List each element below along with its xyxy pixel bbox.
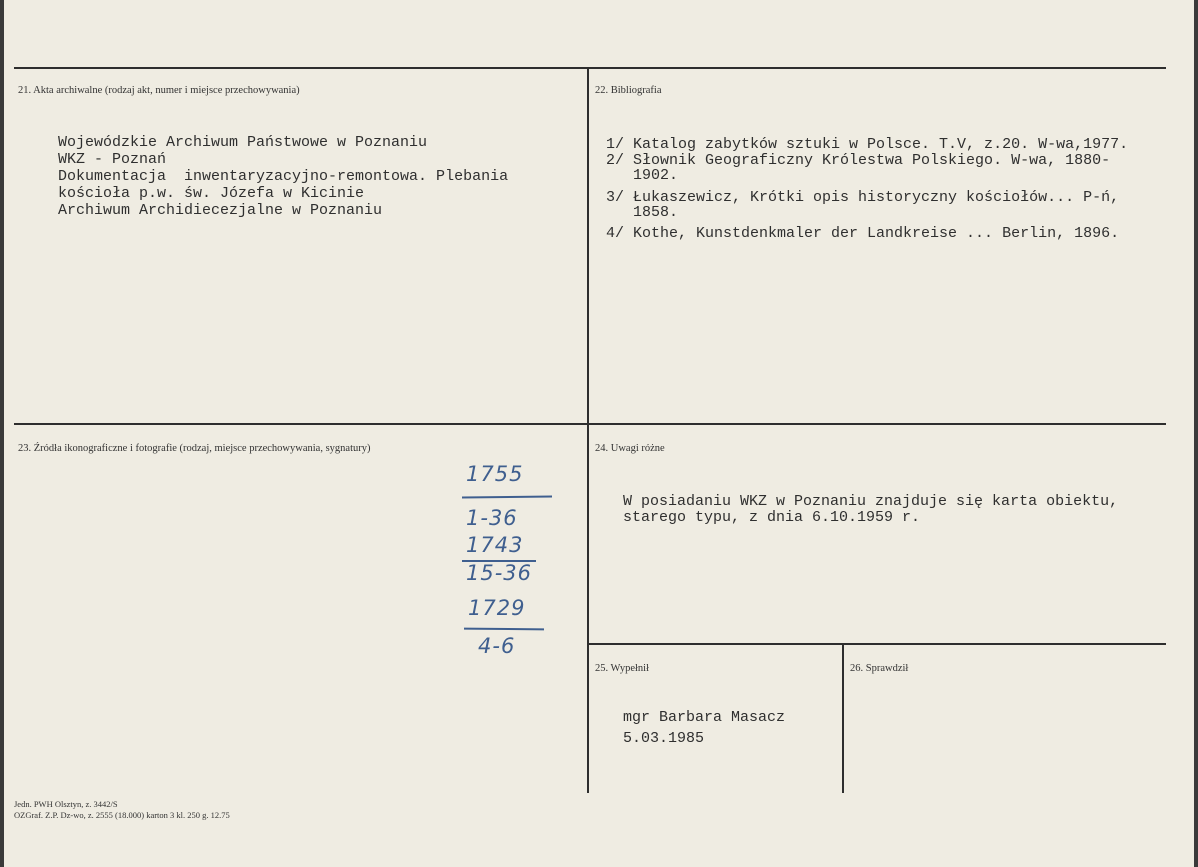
signature-1-rule xyxy=(462,496,552,499)
bibliography-line-6: 4/ Kothe, Kunstdenkmaler der Landkreise ... Berlin, 1896. xyxy=(606,225,1120,242)
filled-by-date: 5.03.1985 xyxy=(623,730,705,747)
bibliography-line-3: 1902. xyxy=(606,167,679,184)
signature-3-rule xyxy=(464,628,544,631)
remarks-line-1: W posiadaniu WKZ w Poznaniu znajduje się karta obiektu, xyxy=(623,493,1119,510)
remarks-line-2: starego typu, z dnia 6.10.1959 r. xyxy=(623,509,921,526)
bibliography-line-1: 1/ Katalog zabytków sztuki w Polsce. T.V, z.20. W-wa,1977. xyxy=(606,136,1129,153)
signature-2-top: 1743 xyxy=(466,533,524,557)
section-21-line-2: WKZ - Poznań xyxy=(58,151,167,168)
middle-divider-upper xyxy=(587,67,589,424)
print-info-line-2: OZGraf. Z.P. Dz-wo, z. 2555 (18.000) karton 3 kl. 250 g. 12.75 xyxy=(14,810,230,820)
signature-1-top: 1755 xyxy=(466,462,524,486)
bibliography-line-5: 1858. xyxy=(606,204,679,221)
signature-3-bottom: 4-6 xyxy=(478,634,516,658)
section-21-line-5: Archiwum Archidiecezjalne w Poznaniu xyxy=(58,202,383,219)
section-22-label: 22. Bibliografia xyxy=(595,85,662,96)
signature-3-top: 1729 xyxy=(468,596,526,620)
section-24-label: 24. Uwagi różne xyxy=(595,443,665,454)
top-rule xyxy=(14,67,1166,69)
lower-right-rule xyxy=(587,643,1166,645)
middle-rule xyxy=(14,423,1166,425)
bibliography-line-2: 2/ Słownik Geograficzny Królestwa Polskiego. W-wa, 1880- xyxy=(606,152,1111,169)
section-21-label: 21. Akta archiwalne (rodzaj akt, numer i miejsce przechowywania) xyxy=(18,85,300,96)
print-info-line-1: Jedn. PWH Olsztyn, z. 3442/S xyxy=(14,799,118,809)
section-26-label: 26. Sprawdził xyxy=(850,663,909,674)
signature-1-bottom: 1-36 xyxy=(466,506,518,530)
section-25-label: 25. Wypełnił xyxy=(595,663,650,674)
signature-2-bottom: 15-36 xyxy=(466,561,533,585)
section-21-line-4: kościoła p.w. św. Józefa w Kicinie xyxy=(58,185,365,202)
bottom-right-divider xyxy=(842,643,844,793)
bibliography-line-4: 3/ Łukaszewicz, Krótki opis historyczny kościołów... P-ń, xyxy=(606,189,1120,206)
section-23-label: 23. Źródła ikonograficzne i fotografie (rodzaj, miejsce przechowywania, sygnatury) xyxy=(18,443,371,454)
section-21-line-3: Dokumentacja inwentaryzacyjno-remontowa. Plebania xyxy=(58,168,509,185)
middle-divider-lower xyxy=(587,423,589,793)
filled-by-name: mgr Barbara Masacz xyxy=(623,709,786,726)
section-21-line-1: Wojewódzkie Archiwum Państwowe w Poznaniu xyxy=(58,134,428,151)
